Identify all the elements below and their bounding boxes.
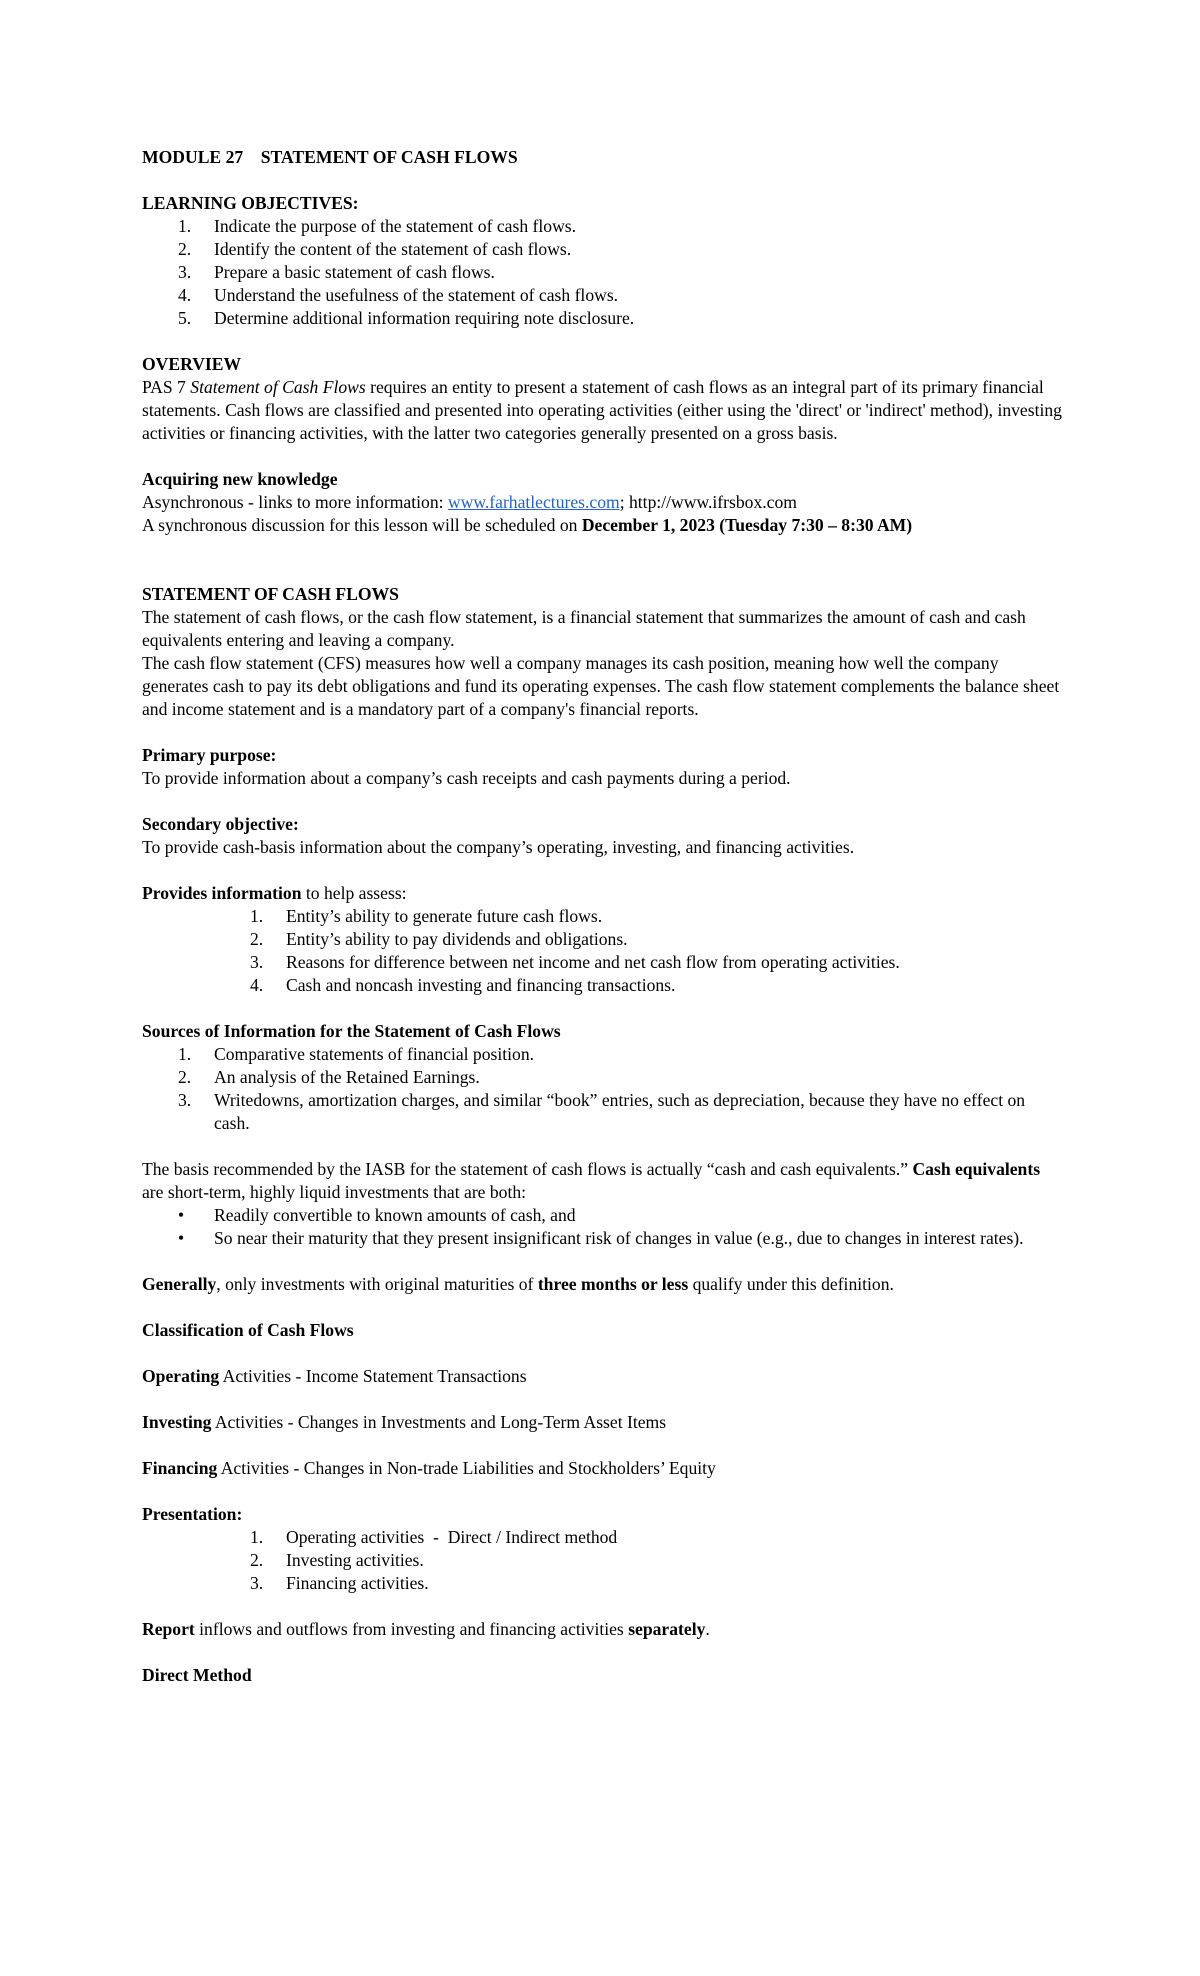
learning-objectives-heading: LEARNING OBJECTIVES: xyxy=(142,193,359,213)
overview-heading: OVERVIEW xyxy=(142,354,242,374)
presentation-list xyxy=(142,1526,1062,1595)
soc-heading: STATEMENT OF CASH FLOWS xyxy=(142,584,399,604)
secondary-objective-text: To provide cash-basis information about the company’s operating, investing, and financing activities. xyxy=(142,837,855,857)
provides-information-line: Provides information to help assess: xyxy=(142,883,407,903)
investing-activities-line: Investing Activities - Changes in Investments and Long-Term Asset Items xyxy=(142,1412,667,1432)
bullet-icon: • xyxy=(178,1228,185,1248)
presentation-heading: Presentation: xyxy=(142,1504,243,1524)
soc-paragraph-1: The statement of cash flows, or the cash flow statement, is a financial statement that summarizes the amount of cash and cash equivalents entering and leaving a company. xyxy=(142,607,1026,650)
sources-heading: Sources of Information for the Statement of Cash Flows xyxy=(142,1021,561,1041)
list-item: 2. Entity’s ability to pay dividends and obligations. xyxy=(250,929,628,949)
list-item: 3. Financing activities. xyxy=(250,1573,429,1593)
list-item: 4. Cash and noncash investing and financing transactions. xyxy=(250,975,676,995)
list-item: 2. An analysis of the Retained Earnings. xyxy=(178,1067,480,1087)
acquiring-heading: Acquiring new knowledge xyxy=(142,469,338,489)
list-item: 3. Prepare a basic statement of cash flows. xyxy=(178,262,495,282)
financing-activities-line: Financing Activities - Changes in Non-trade Liabilities and Stockholders’ Equity xyxy=(142,1458,716,1478)
list-item: 1. Comparative statements of financial position. xyxy=(178,1044,535,1064)
learning-objectives-list xyxy=(142,215,1062,330)
soc-paragraph-2: The cash flow statement (CFS) measures how well a company manages its cash position, meaning how well the company generates cash to pay its debt obligations and fund its operating expenses. The cash flow statement complements the balance sheet and income statement and is a mandatory part of a company's financial reports. xyxy=(142,653,1060,719)
farhat-lectures-link[interactable]: www.farhatlectures.com xyxy=(447,492,620,512)
cash-equivalents-bullets xyxy=(142,1204,1062,1250)
list-item: 2. Investing activities. xyxy=(250,1550,424,1570)
classification-heading: Classification of Cash Flows xyxy=(142,1320,354,1340)
list-item: 5. Determine additional information requiring note disclosure. xyxy=(178,308,635,328)
list-item: 4. Understand the usefulness of the statement of cash flows. xyxy=(178,285,619,305)
basis-paragraph: The basis recommended by the IASB for the statement of cash flows is actually “cash and cash equivalents.” Cash equivalents are short-term, highly liquid investments that are both: xyxy=(142,1159,1041,1202)
document-page xyxy=(142,146,1062,1687)
primary-purpose-text: To provide information about a company’s cash receipts and cash payments during a period. xyxy=(142,768,791,788)
report-paragraph: Report inflows and outflows from investing and financing activities separately. xyxy=(142,1619,710,1639)
primary-purpose-heading: Primary purpose: xyxy=(142,745,277,765)
list-item: 2. Identify the content of the statement of cash flows. xyxy=(178,239,572,259)
generally-paragraph: Generally, only investments with original maturities of three months or less qualify under this definition. xyxy=(142,1274,894,1294)
list-item: 1. Operating activities - Direct / Indirect method xyxy=(250,1527,618,1547)
bullet-icon: • xyxy=(178,1205,185,1225)
ifrsbox-link[interactable]: http://www.ifrsbox.com xyxy=(629,492,797,512)
sync-discussion-line: A synchronous discussion for this lesson will be scheduled on December 1, 2023 (Tuesday 7:30 – 8:30 AM) xyxy=(142,515,913,535)
provides-information-list xyxy=(142,905,1062,997)
list-item: 3. Writedowns, amortization charges, and similar “book” entries, such as depreciation, because they have no effect on cash. xyxy=(178,1090,1026,1133)
secondary-objective-heading: Secondary objective: xyxy=(142,814,299,834)
operating-activities-line: Operating Activities - Income Statement Transactions xyxy=(142,1366,527,1386)
list-item: • Readily convertible to known amounts of cash, and xyxy=(178,1205,576,1225)
list-item: • So near their maturity that they present insignificant risk of changes in value (e.g., due to changes in interest rates). xyxy=(178,1228,1024,1248)
list-item: 3. Reasons for difference between net income and net cash flow from operating activities. xyxy=(250,952,900,972)
list-item: 1. Entity’s ability to generate future cash flows. xyxy=(250,906,603,926)
sources-list xyxy=(142,1043,1062,1135)
direct-method-heading: Direct Method xyxy=(142,1665,252,1685)
module-title: MODULE 27 STATEMENT OF CASH FLOWS xyxy=(142,147,518,167)
async-links-line: Asynchronous - links to more information: www.farhatlectures.com; http://www.ifrsbox.com xyxy=(142,492,797,512)
list-item: 1. Indicate the purpose of the statement of cash flows. xyxy=(178,216,577,236)
overview-paragraph: PAS 7 Statement of Cash Flows requires an entity to present a statement of cash flows as an integral part of its primary financial statements. Cash flows are classified and presented into operating activities (either using the 'direct' or 'indirect' method), investing activities or financing activities, with the latter two categories generally presented on a gross basis. xyxy=(142,377,1062,443)
